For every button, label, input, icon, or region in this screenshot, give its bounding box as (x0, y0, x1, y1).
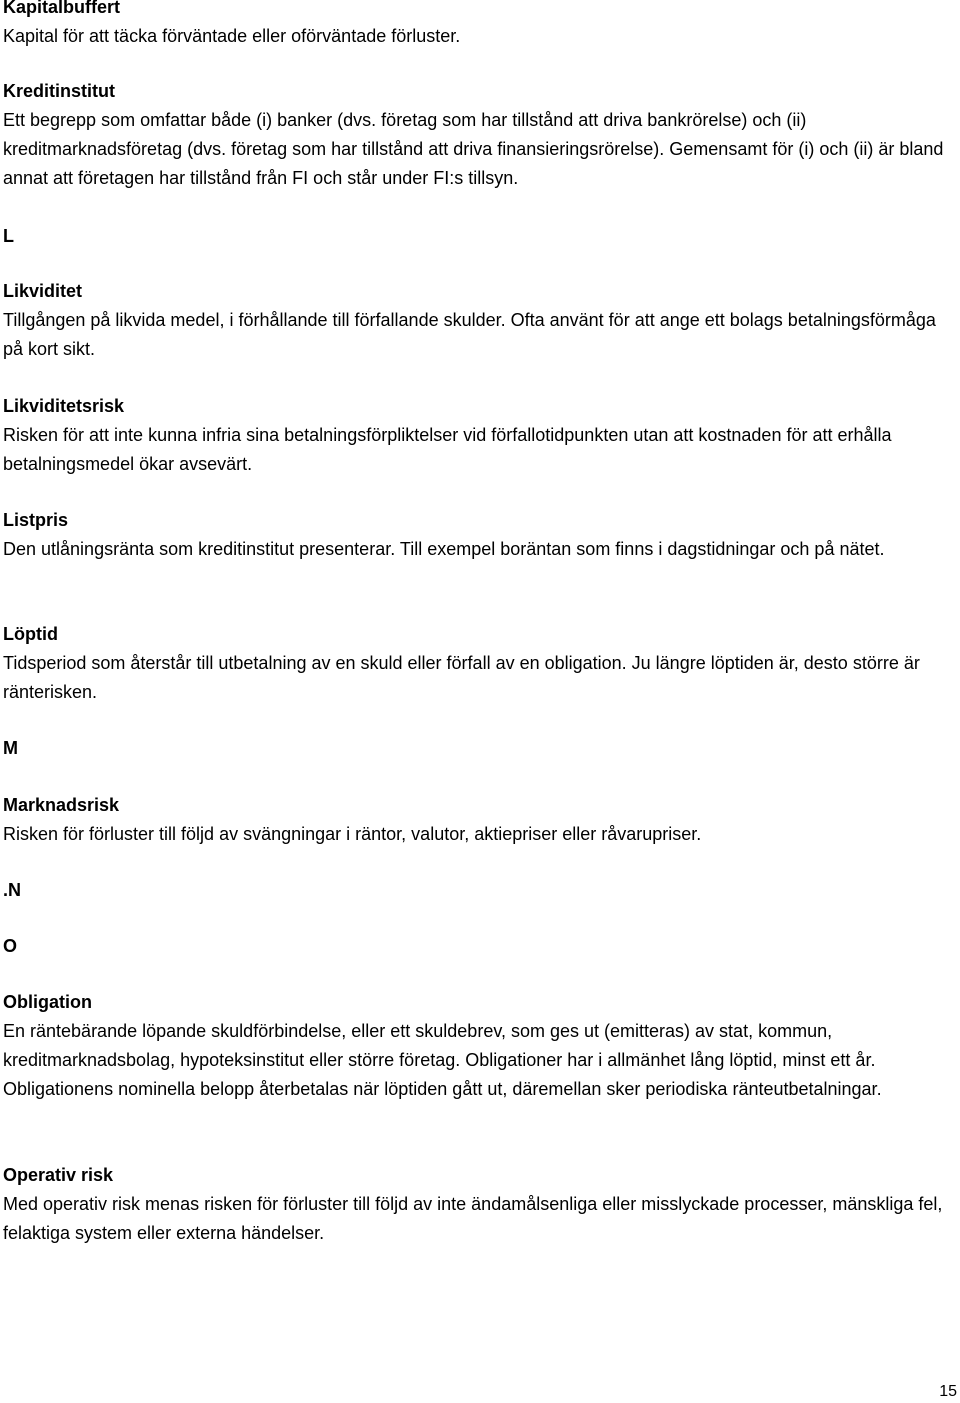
term-title: Likviditet (3, 281, 83, 301)
section-letter-n: .N (3, 880, 21, 900)
term-title: Marknadsrisk (3, 795, 120, 815)
section-letter-m: M (3, 738, 18, 758)
term-definition: Kapital för att täcka förväntade eller oförväntade förluster. (3, 26, 461, 46)
glossary-entry-marknadsrisk (3, 791, 953, 849)
term-title: Obligation (3, 992, 92, 1012)
term-definition: Tillgången på likvida medel, i förhållande till förfallande skulder. Ofta använt för att ange ett bolags betalningsförmåga på kort sikt. (3, 310, 936, 359)
term-definition: Tidsperiod som återstår till utbetalning av en skuld eller förfall av en obligation. Ju längre löptiden är, desto större är ränterisken. (3, 653, 920, 702)
term-definition: En räntebärande löpande skuldförbindelse, eller ett skuldebrev, som ges ut (emitteras) av stat, kommun, kreditmarknadsbolag, hypoteksinstitut eller större företag. Obligationer har i allmänhet lång löptid, minst ett år. Obligationens nominella belopp återbetalas när löptiden gått ut, däremellan sker periodiska ränteutbetalningar. (3, 1021, 882, 1099)
glossary-entry-listpris (3, 506, 953, 564)
term-definition: Risken för förluster till följd av svängningar i räntor, valutor, aktiepriser eller råvarupriser. (3, 824, 702, 844)
term-title: Kreditinstitut (3, 81, 115, 101)
term-title: Likviditetsrisk (3, 396, 125, 416)
glossary-entry-loptid (3, 620, 953, 707)
section-letter-o: O (3, 936, 18, 956)
glossary-entry-likviditet (3, 277, 953, 364)
term-title: Listpris (3, 510, 69, 530)
term-definition: Med operativ risk menas risken för förluster till följd av inte ändamålsenliga eller misslyckade processer, mänskliga fel, felaktiga system eller externa händelser. (3, 1194, 943, 1243)
term-definition: Risken för att inte kunna infria sina betalningsförpliktelser vid förfallotidpunkten utan att kostnaden för att erhålla betalningsmedel ökar avsevärt. (3, 425, 892, 474)
glossary-entry-kapitalbuffert (3, 0, 953, 51)
section-letter-l: L (3, 226, 14, 246)
glossary-entry-kreditinstitut (3, 77, 953, 193)
term-title: Operativ risk (3, 1165, 114, 1185)
glossary-entry-obligation (3, 988, 953, 1104)
glossary-entry-operativ-risk (3, 1161, 953, 1248)
term-definition: Den utlåningsränta som kreditinstitut presenterar. Till exempel boräntan som finns i dagstidningar och på nätet. (3, 539, 885, 559)
page-number: 15 (939, 1383, 957, 1400)
term-title: Löptid (3, 624, 58, 644)
term-title: Kapitalbuffert (3, 0, 120, 17)
term-definition: Ett begrepp som omfattar både (i) banker (dvs. företag som har tillstånd att driva bankrörelse) och (ii) kreditmarknadsföretag (dvs. företag som har tillstånd att driva finansieringsrörelse). Gemensamt för (i) och (ii) är bland annat att företagen har tillstånd från FI och står under FI:s tillsyn. (3, 110, 944, 188)
glossary-entry-likviditetsrisk (3, 392, 953, 479)
